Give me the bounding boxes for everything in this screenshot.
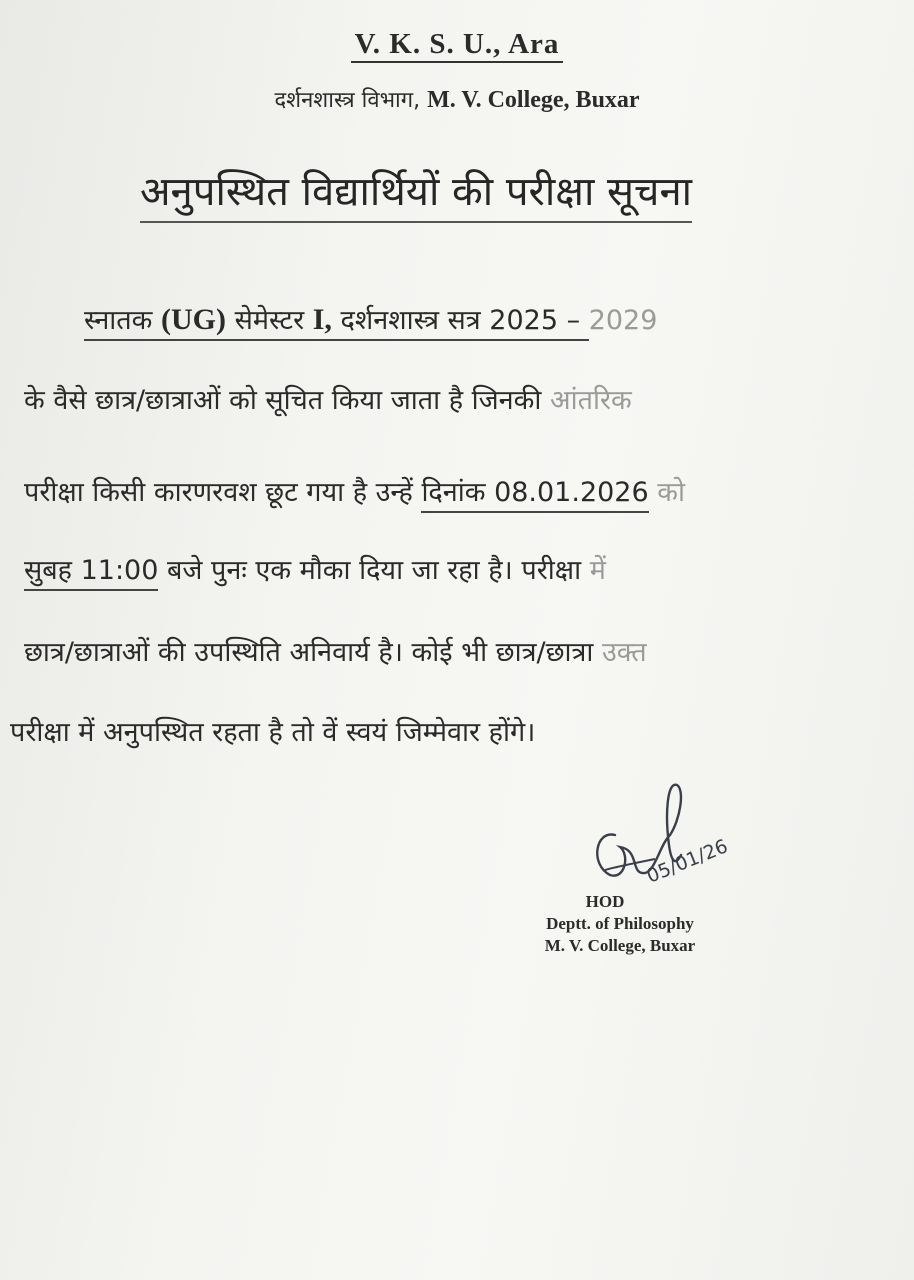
department-line: [0, 84, 914, 114]
notice-line-6: परीक्षा में अनुपस्थित रहता है तो वें स्वयं जिम्मेवार होंगे।: [10, 717, 536, 748]
notice-line-2: के वैसे छात्र/छात्राओं को सूचित किया जाता है जिनकी आंतरिक: [24, 385, 632, 416]
notice-line-3: परीक्षा किसी कारणरवश छूट गया है उन्हें दिनांक 08.01.2026 को: [24, 472, 884, 509]
exam-date: दिनांक 08.01.2026: [421, 477, 648, 513]
notice-line-1: स्नातक (UG) सेमेस्टर I, दर्शनशास्त्र सत्र 2025 – 2029: [84, 300, 914, 337]
university-name: V. K. S. U., Ara: [0, 28, 914, 61]
signatory-college: M. V. College, Buxar: [544, 936, 696, 955]
notice-line-5: छात्र/छात्राओं की उपस्थिति अनिवार्य है। कोई भी छात्र/छात्रा उक्त: [24, 637, 647, 668]
signature-scribble: [585, 775, 755, 900]
signature-date: 05/01/26: [643, 835, 732, 888]
department-name: दर्शनशास्त्र विभाग,: [274, 88, 421, 113]
college-name: M. V. College, Buxar: [427, 87, 640, 113]
exam-time: सुबह 11:00: [24, 555, 158, 591]
notice-title: अनुपस्थित विद्यार्थियों की परीक्षा सूचना: [140, 162, 692, 223]
signatory-block: [500, 892, 740, 956]
notice-line-4: सुबह 11:00 बजे पुनः एक मौका दिया जा रहा है। परीक्षा में: [24, 550, 884, 587]
signatory-title: HOD: [585, 892, 625, 911]
signatory-dept: Deptt. of Philosophy: [546, 914, 694, 933]
